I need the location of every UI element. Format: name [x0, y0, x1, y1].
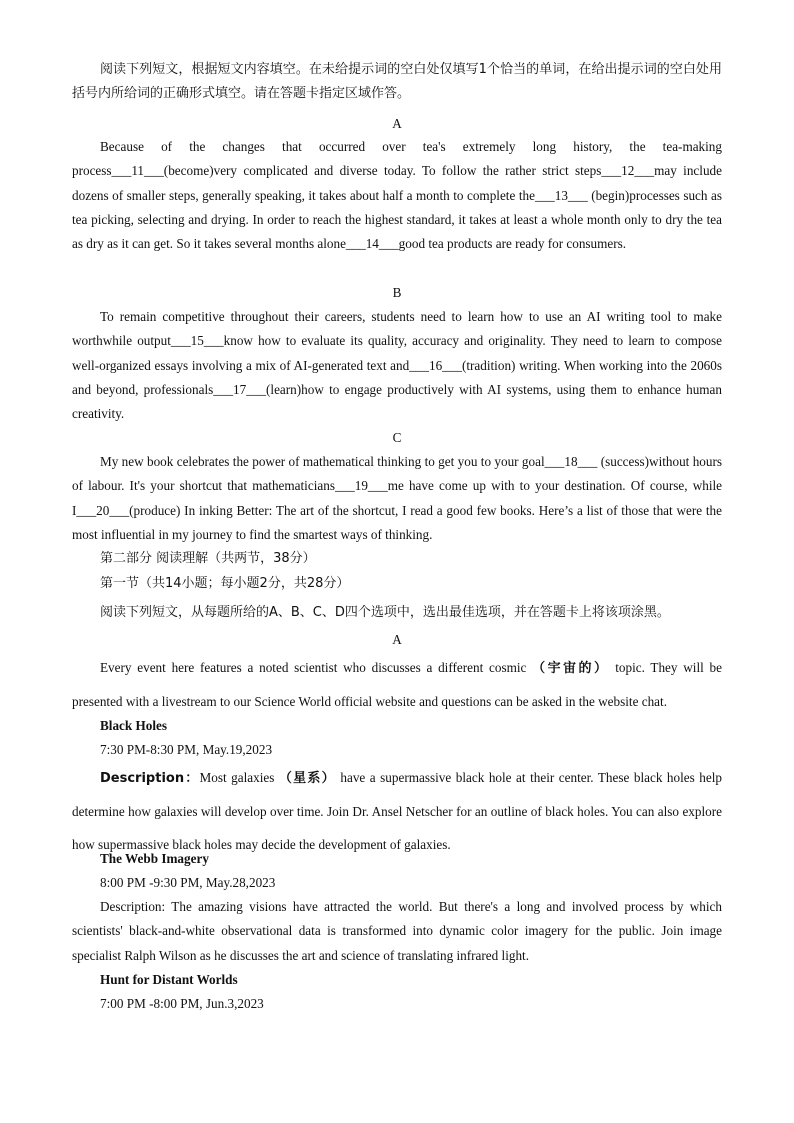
passage-b-text: To remain competitive throughout their careers, students need to learn how to use an AI writing tool to make worthwhile output___15___know how to evaluate its quality, accuracy and originality. They need to learn to compose well-organized essays involving a mix of AI-generated text and___16___(tradition) writing. When working into the 2060s and beyond, professionals___17___(learn)how to engage productively with AI systems, using them to enhance human creativity. [72, 309, 722, 422]
event-time: 7:30 PM-8:30 PM, May.19,2023 [100, 742, 273, 757]
passage-b-label: B [392, 285, 402, 300]
passage-a-label: A [392, 116, 402, 131]
event-title: Black Holes [100, 718, 168, 733]
galaxies-gloss: （星系） [278, 771, 336, 786]
cloze-instruction: 阅读下列短文，根据短文内容填空。在未给提示词的空白处仅填写1个恰当的单词，在给出提示词的空白处用括号内所给词的正确形式填空。请在答题卡指定区域作答。 [72, 62, 722, 102]
reading-a-intro: Every event here features a noted scientist who discusses a different cosmic （宇宙的） topic. They will be presented with a livestream to our Science World official website and questions can be asked in the website chat. [72, 660, 722, 709]
event-description: Description：Most galaxies （星系） have a supermassive black hole at their center. These black holes help determine how galaxies will develop over time. Join Dr. Ansel Netscher for an outline of black holes. You can also explore how supermassive black holes may decide the development of galaxies. [72, 770, 722, 852]
cosmic-gloss: （宇宙的） [532, 661, 610, 676]
event-time: 8:00 PM -9:30 PM, May.28,2023 [100, 875, 276, 890]
passage-a-text: Because of the changes that occurred over tea's extremely long history, the tea-making process___11___(become)very complicated and diverse today. To follow the rather strict steps___12___may include dozens of smaller steps, generally speaking, it takes about half a month to complete the___13___ (begin)processes such as tea picking, selecting and drying. In order to reach the highest standard, it takes at least a whole month only to dry the tea as dry as it can get. So it takes several months alone___14___good tea products are ready for consumers. [72, 139, 722, 252]
section1-heading: 第一节（共14小题；每小题2分，共28分） [100, 576, 350, 591]
reading-instruction: 阅读下列短文，从每题所给的A、B、C、D四个选项中，选出最佳选项，并在答题卡上将该项涂黑。 [100, 605, 670, 620]
reading-a-label: A [392, 632, 402, 647]
part2-heading: 第二部分 阅读理解（共两节，38分） [100, 551, 316, 566]
event-time: 7:00 PM -8:00 PM, Jun.3,2023 [100, 996, 264, 1011]
passage-c-label: C [392, 430, 402, 445]
event-description: Description: The amazing visions have attracted the world. But there's a long and involved process by which scientists' black-and-white observational data is transformed into dynamic color imagery for the public. Join image specialist Ralph Wilson as he discusses the art and science of translating infrared light. [72, 899, 722, 963]
event-title: The Webb Imagery [100, 851, 209, 866]
passage-c-text: My new book celebrates the power of mathematical thinking to get you to your goal___18___ (success)without hours of labour. It's your shortcut that mathematicians___19___me have come up with to your destination. Of course, while I___20___(produce) In inking Better: The art of the shortcut, I read a good few books. Here’s a list of those that were the most influential in my journey to find the smartest ways of thinking. [72, 454, 722, 542]
event-title: Hunt for Distant Worlds [100, 972, 238, 987]
